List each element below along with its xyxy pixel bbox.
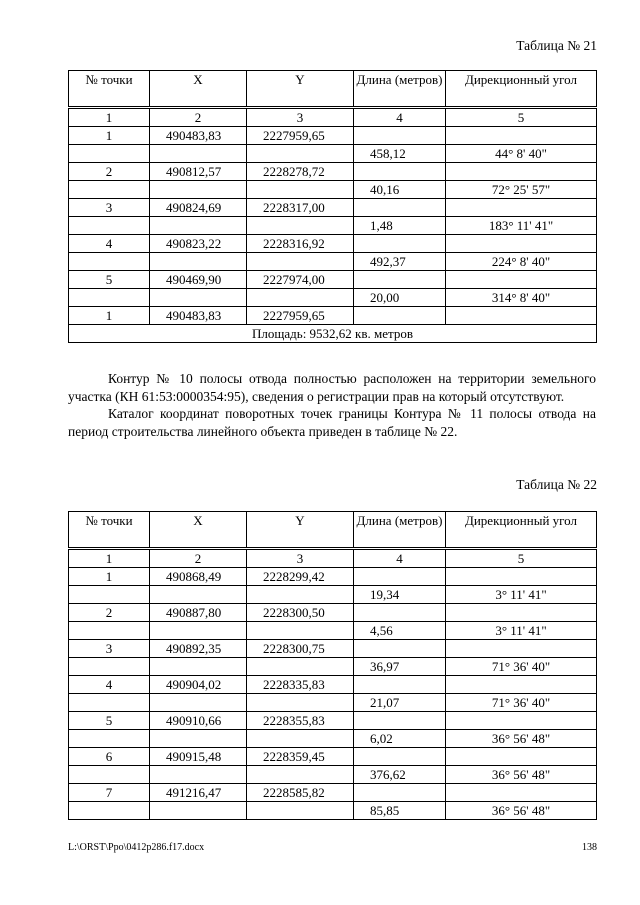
cell-length: 4,56 [354,622,446,640]
cell-x: 490868,49 [150,568,247,586]
cell-point: 6 [69,748,150,766]
cell-point [69,586,150,604]
cell-y [247,658,354,676]
paragraph: Контур № 10 полосы отвода полностью расположен на территории земельного участка (КН 61:53:0000354:95), сведения о регистрации прав на который отсутствуют. [68,371,596,404]
header-point: № точки [69,71,150,108]
cell-y [247,145,354,163]
cell-x: 491216,47 [150,784,247,802]
cell-length [354,748,446,766]
table-21-caption: Таблица № 21 [516,38,597,53]
cell-point [69,730,150,748]
table-row [69,676,597,694]
cell-length [354,784,446,802]
cell-length: 492,37 [354,253,446,271]
cell-angle [446,784,597,802]
cell-x [150,622,247,640]
cell-x: 490823,22 [150,235,247,253]
cell-x: 490483,83 [150,307,247,325]
cell-length [354,307,446,325]
cell-x: 490892,35 [150,640,247,658]
table-row [69,604,597,622]
cell-length: 20,00 [354,289,446,307]
col-number: 3 [247,549,354,568]
cell-angle [446,640,597,658]
cell-y [247,586,354,604]
cell-point: 2 [69,604,150,622]
cell-angle: 36° 56' 48" [446,802,597,820]
cell-point [69,622,150,640]
cell-point [69,217,150,235]
cell-angle [446,712,597,730]
cell-y: 2227959,65 [247,307,354,325]
col-number: 1 [69,549,150,568]
cell-angle: 314° 8' 40" [446,289,597,307]
col-number: 2 [150,549,247,568]
cell-y: 2228300,75 [247,640,354,658]
table-row [69,217,597,235]
table-row [69,145,597,163]
footer-file-path: L:\ORST\Ppo\0412p286.f17.docx [68,842,205,853]
header-angle: Дирекционный угол [446,512,597,549]
cell-x [150,694,247,712]
cell-point [69,766,150,784]
cell-length [354,604,446,622]
header-x: X [150,512,247,549]
header-point: № точки [69,512,150,549]
cell-angle: 3° 11' 41" [446,586,597,604]
cell-point: 4 [69,235,150,253]
table-22 [68,511,597,820]
cell-point: 4 [69,676,150,694]
cell-point: 1 [69,568,150,586]
cell-angle: 71° 36' 40" [446,694,597,712]
cell-length: 6,02 [354,730,446,748]
cell-angle: 36° 56' 48" [446,766,597,784]
cell-angle: 183° 11' 41" [446,217,597,235]
cell-x: 490910,66 [150,712,247,730]
col-number: 5 [446,549,597,568]
cell-angle: 72° 25' 57" [446,181,597,199]
cell-y: 2228355,83 [247,712,354,730]
table-row [69,730,597,748]
cell-x [150,658,247,676]
table-row [69,307,597,325]
cell-angle [446,127,597,145]
cell-y [247,217,354,235]
table-row [69,199,597,217]
cell-y: 2228335,83 [247,676,354,694]
cell-angle: 224° 8' 40" [446,253,597,271]
table-22-caption: Таблица № 22 [516,477,597,492]
cell-x [150,586,247,604]
cell-y [247,181,354,199]
cell-y [247,730,354,748]
table-row [69,586,597,604]
cell-length: 21,07 [354,694,446,712]
cell-point [69,253,150,271]
cell-point: 7 [69,784,150,802]
col-number: 4 [354,549,446,568]
cell-point: 3 [69,640,150,658]
cell-y: 2228278,72 [247,163,354,181]
cell-angle [446,604,597,622]
cell-angle [446,163,597,181]
cell-angle: 36° 56' 48" [446,730,597,748]
cell-x [150,217,247,235]
paragraph: Каталог координат поворотных точек границы Контура № 11 полосы отвода на период строительства линейного объекта приведен в таблице № 22. [68,406,596,439]
cell-point [69,694,150,712]
cell-y [247,622,354,640]
cell-angle: 71° 36' 40" [446,658,597,676]
cell-angle [446,568,597,586]
cell-angle [446,271,597,289]
table-row [69,766,597,784]
table-row [69,271,597,289]
table-row [69,181,597,199]
header-length: Длина (метров) [354,512,446,549]
cell-x: 490469,90 [150,271,247,289]
cell-point: 5 [69,712,150,730]
cell-point [69,181,150,199]
cell-point [69,658,150,676]
cell-x [150,181,247,199]
cell-length [354,127,446,145]
table-row [69,802,597,820]
cell-x [150,730,247,748]
table-row [69,253,597,271]
header-angle: Дирекционный угол [446,71,597,108]
table-row [69,289,597,307]
cell-x: 490824,69 [150,199,247,217]
col-number: 3 [247,108,354,127]
cell-angle: 3° 11' 41" [446,622,597,640]
table-row [69,694,597,712]
cell-point: 2 [69,163,150,181]
table-row [69,127,597,145]
cell-length: 458,12 [354,145,446,163]
cell-length: 1,48 [354,217,446,235]
col-number: 2 [150,108,247,127]
cell-length [354,199,446,217]
area-summary: Площадь: 9532,62 кв. метров [69,325,597,343]
cell-length [354,568,446,586]
cell-y: 2228585,82 [247,784,354,802]
col-number: 5 [446,108,597,127]
cell-length: 36,97 [354,658,446,676]
table-row [69,658,597,676]
table-row [69,235,597,253]
cell-y [247,766,354,784]
table-row [69,622,597,640]
table-row [69,784,597,802]
table-row [69,712,597,730]
cell-y [247,802,354,820]
cell-length [354,640,446,658]
cell-length [354,271,446,289]
cell-x: 490483,83 [150,127,247,145]
cell-point: 1 [69,307,150,325]
cell-point: 5 [69,271,150,289]
cell-angle [446,748,597,766]
table-row [69,640,597,658]
cell-angle [446,199,597,217]
cell-angle: 44° 8' 40" [446,145,597,163]
cell-length [354,235,446,253]
cell-x [150,289,247,307]
table-row [69,748,597,766]
cell-y: 2228299,42 [247,568,354,586]
cell-point [69,802,150,820]
cell-y [247,253,354,271]
cell-x [150,253,247,271]
cell-x: 490887,80 [150,604,247,622]
cell-length [354,676,446,694]
cell-y [247,289,354,307]
cell-point: 1 [69,127,150,145]
body-text [68,370,596,440]
cell-y: 2227959,65 [247,127,354,145]
table-21 [68,70,597,343]
cell-y: 2228359,45 [247,748,354,766]
cell-y: 2227974,00 [247,271,354,289]
header-x: X [150,71,247,108]
cell-length: 376,62 [354,766,446,784]
cell-angle [446,676,597,694]
cell-length: 85,85 [354,802,446,820]
col-number: 4 [354,108,446,127]
col-number: 1 [69,108,150,127]
cell-x [150,766,247,784]
cell-x: 490904,02 [150,676,247,694]
cell-angle [446,307,597,325]
header-y: Y [247,512,354,549]
cell-y: 2228317,00 [247,199,354,217]
cell-y: 2228300,50 [247,604,354,622]
cell-point [69,145,150,163]
cell-x: 490915,48 [150,748,247,766]
cell-x: 490812,57 [150,163,247,181]
table-row [69,568,597,586]
header-y: Y [247,71,354,108]
cell-y [247,694,354,712]
cell-length [354,712,446,730]
cell-point: 3 [69,199,150,217]
cell-point [69,289,150,307]
cell-x [150,145,247,163]
cell-x [150,802,247,820]
cell-y: 2228316,92 [247,235,354,253]
cell-angle [446,235,597,253]
page-number: 138 [582,842,597,853]
cell-length: 19,34 [354,586,446,604]
cell-length [354,163,446,181]
cell-length: 40,16 [354,181,446,199]
table-row [69,163,597,181]
header-length: Длина (метров) [354,71,446,108]
